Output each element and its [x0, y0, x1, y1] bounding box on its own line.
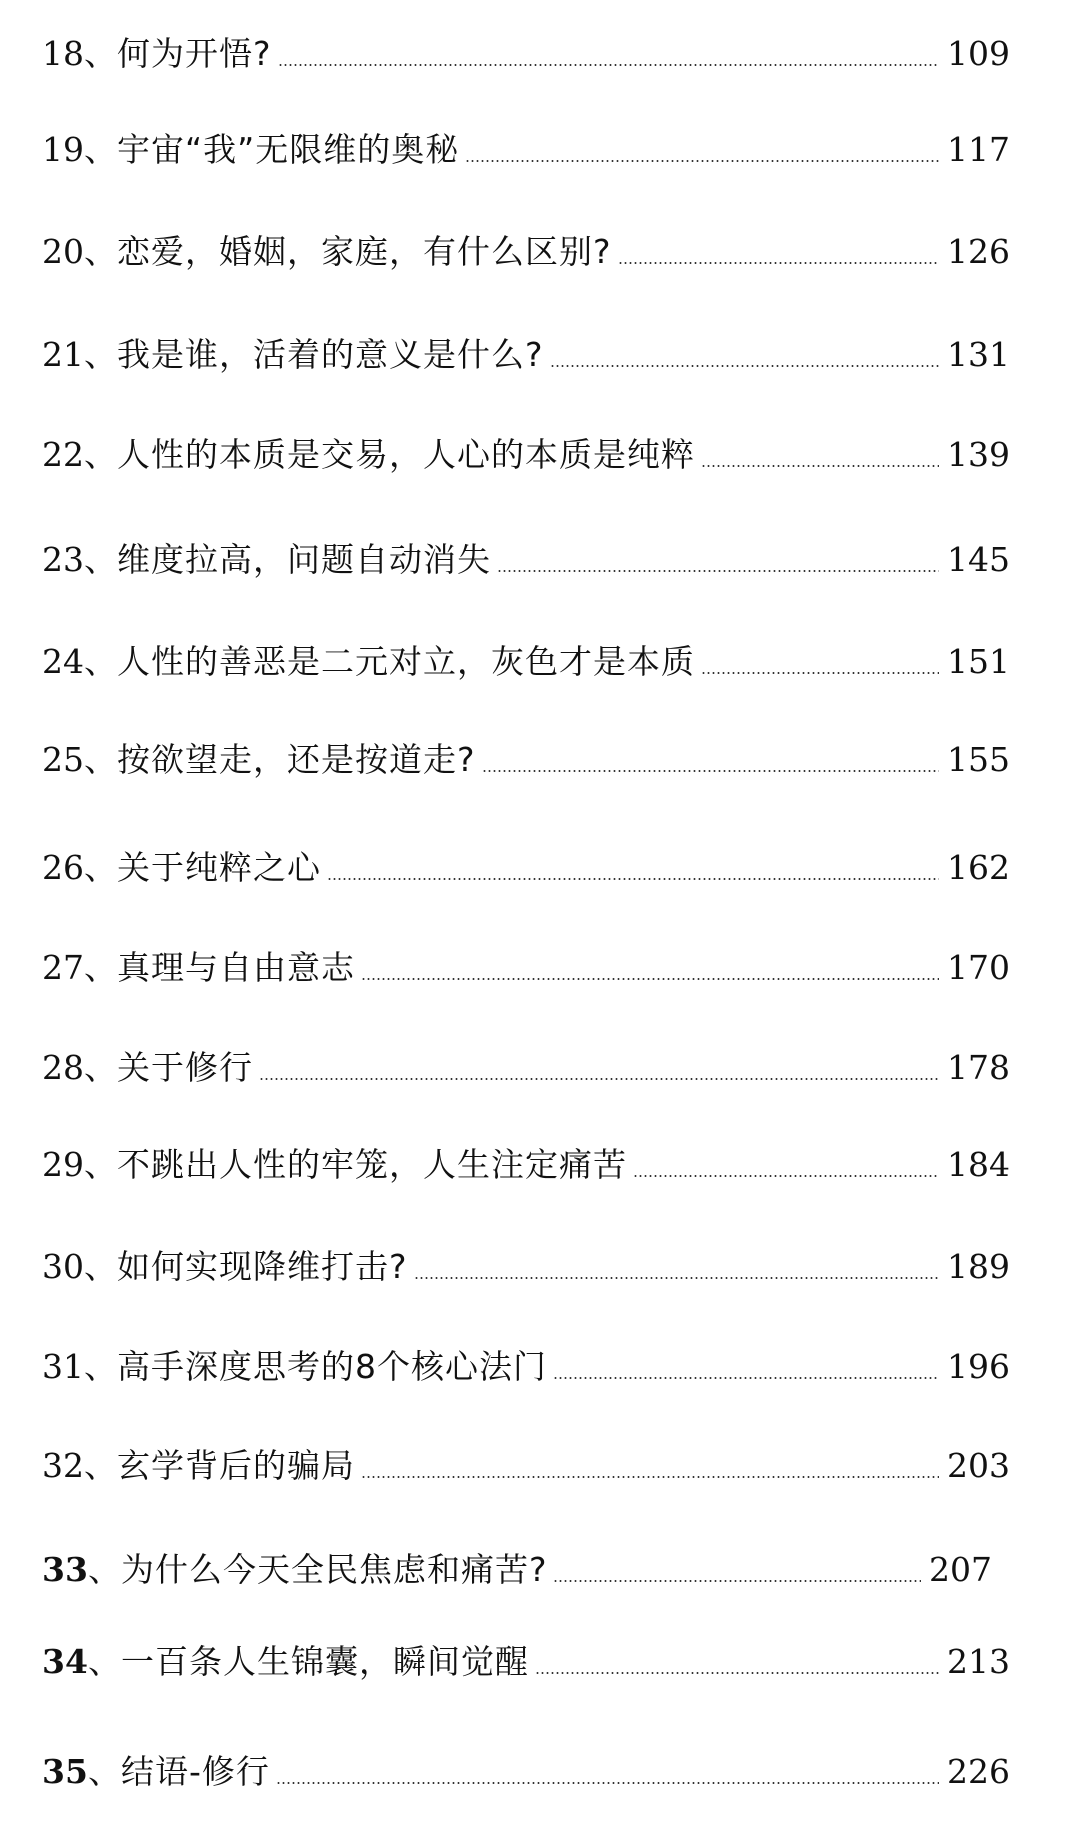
toc-entry-19[interactable] — [42, 120, 1010, 180]
toc-entry-26[interactable] — [42, 838, 1010, 898]
entry-number: 25 — [42, 740, 84, 779]
dot-leader — [701, 672, 939, 674]
entry-page-number: 139 — [947, 435, 1010, 474]
entry-page-number: 226 — [947, 1752, 1010, 1791]
toc-entry-27[interactable] — [42, 938, 1010, 998]
toc-entry-21[interactable] — [42, 325, 1010, 385]
entry-number: 21 — [42, 335, 84, 374]
entry-title: 宇宙“我”无限维的奥秘 — [117, 130, 460, 169]
dot-leader — [259, 1078, 939, 1080]
entry-title: 我是谁，活着的意义是什么? — [117, 335, 544, 374]
toc-entry-34[interactable] — [42, 1632, 1010, 1692]
dot-leader — [361, 978, 939, 980]
toc-entry-18[interactable] — [42, 24, 1010, 84]
entry-number: 32 — [42, 1446, 84, 1485]
entry-page-number: 162 — [947, 848, 1010, 887]
entry-page-number: 145 — [947, 540, 1010, 579]
toc-entry-20[interactable] — [42, 222, 1010, 282]
entry-title: 维度拉高，问题自动消失 — [117, 540, 491, 579]
entry-separator: 、 — [84, 232, 117, 271]
entry-page-number: 151 — [947, 642, 1010, 681]
entry-title: 结语-修行 — [120, 1752, 270, 1791]
entry-separator: 、 — [84, 335, 117, 374]
entry-page-number: 117 — [947, 130, 1010, 169]
entry-page-number: 203 — [947, 1446, 1010, 1485]
entry-separator: 、 — [84, 540, 117, 579]
dot-leader — [633, 1175, 939, 1177]
entry-title: 一百条人生锦囊，瞬间觉醒 — [120, 1642, 529, 1681]
entry-number: 26 — [42, 848, 84, 887]
entry-number: 27 — [42, 948, 84, 987]
entry-page-number: 126 — [947, 232, 1010, 271]
entry-title: 按欲望走，还是按道走? — [117, 740, 476, 779]
entry-title: 关于修行 — [117, 1048, 253, 1087]
entry-separator: 、 — [84, 740, 117, 779]
dot-leader — [482, 770, 939, 772]
entry-separator: 、 — [84, 848, 117, 887]
entry-page-number: 184 — [947, 1145, 1010, 1184]
toc-entry-29[interactable] — [42, 1135, 1010, 1195]
entry-number: 23 — [42, 540, 84, 579]
entry-separator: 、 — [84, 1048, 117, 1087]
toc-entry-33[interactable] — [42, 1540, 992, 1600]
entry-separator: 、 — [87, 1752, 121, 1791]
entry-number: 35 — [42, 1752, 88, 1791]
entry-number: 22 — [42, 435, 84, 474]
toc-entry-25[interactable] — [42, 730, 1010, 790]
entry-separator: 、 — [84, 1247, 117, 1286]
entry-page-number: 109 — [947, 34, 1010, 73]
dot-leader — [553, 1580, 921, 1582]
toc-entry-23[interactable] — [42, 530, 1010, 590]
toc-entry-22[interactable] — [42, 425, 1010, 485]
entry-separator: 、 — [84, 1347, 117, 1386]
entry-separator: 、 — [84, 948, 117, 987]
entry-page-number: 155 — [947, 740, 1010, 779]
entry-title: 高手深度思考的8个核心法门 — [117, 1347, 547, 1386]
toc-entry-28[interactable] — [42, 1038, 1010, 1098]
entry-title: 不跳出人性的牢笼，人生注定痛苦 — [117, 1145, 627, 1184]
entry-page-number: 207 — [929, 1550, 992, 1589]
dot-leader — [497, 570, 939, 572]
entry-number: 19 — [42, 130, 84, 169]
entry-title: 人性的本质是交易，人心的本质是纯粹 — [117, 435, 695, 474]
entry-separator: 、 — [87, 1642, 121, 1681]
entry-page-number: 170 — [947, 948, 1010, 987]
entry-separator: 、 — [87, 1550, 121, 1589]
entry-page-number: 196 — [947, 1347, 1010, 1386]
toc-entry-35[interactable] — [42, 1742, 1010, 1802]
entry-number: 24 — [42, 642, 84, 681]
entry-title: 关于纯粹之心 — [117, 848, 321, 887]
entry-separator: 、 — [84, 1446, 117, 1485]
entry-page-number: 189 — [947, 1247, 1010, 1286]
entry-separator: 、 — [84, 642, 117, 681]
entry-page-number: 131 — [947, 335, 1010, 374]
dot-leader — [550, 365, 939, 367]
entry-title: 恋爱，婚姻，家庭，有什么区别? — [117, 232, 612, 271]
toc-entry-32[interactable] — [42, 1436, 1010, 1496]
entry-title: 人性的善恶是二元对立，灰色才是本质 — [117, 642, 695, 681]
dot-leader — [701, 465, 939, 467]
dot-leader — [276, 1782, 939, 1784]
entry-number: 31 — [42, 1347, 84, 1386]
entry-number: 18 — [42, 34, 84, 73]
entry-number: 20 — [42, 232, 84, 271]
entry-page-number: 178 — [947, 1048, 1010, 1087]
entry-separator: 、 — [84, 130, 117, 169]
entry-separator: 、 — [84, 34, 117, 73]
toc-entry-31[interactable] — [42, 1337, 1010, 1397]
entry-title: 玄学背后的骗局 — [117, 1446, 355, 1485]
toc-entry-24[interactable] — [42, 632, 1010, 692]
dot-leader — [535, 1672, 939, 1674]
dot-leader — [618, 262, 939, 264]
dot-leader — [361, 1476, 939, 1478]
entry-title: 如何实现降维打击? — [117, 1247, 408, 1286]
dot-leader — [553, 1377, 939, 1379]
dot-leader — [465, 160, 939, 162]
entry-number: 29 — [42, 1145, 84, 1184]
entry-number: 30 — [42, 1247, 84, 1286]
dot-leader — [278, 64, 939, 66]
entry-separator: 、 — [84, 435, 117, 474]
entry-title: 为什么今天全民焦虑和痛苦? — [120, 1550, 548, 1589]
entry-number: 34 — [42, 1642, 88, 1681]
toc-entry-30[interactable] — [42, 1237, 1010, 1297]
entry-number: 33 — [42, 1550, 88, 1589]
entry-title: 何为开悟? — [117, 34, 272, 73]
dot-leader — [414, 1277, 939, 1279]
dot-leader — [327, 878, 939, 880]
entry-number: 28 — [42, 1048, 84, 1087]
entry-title: 真理与自由意志 — [117, 948, 355, 987]
entry-separator: 、 — [84, 1145, 117, 1184]
entry-page-number: 213 — [947, 1642, 1010, 1681]
